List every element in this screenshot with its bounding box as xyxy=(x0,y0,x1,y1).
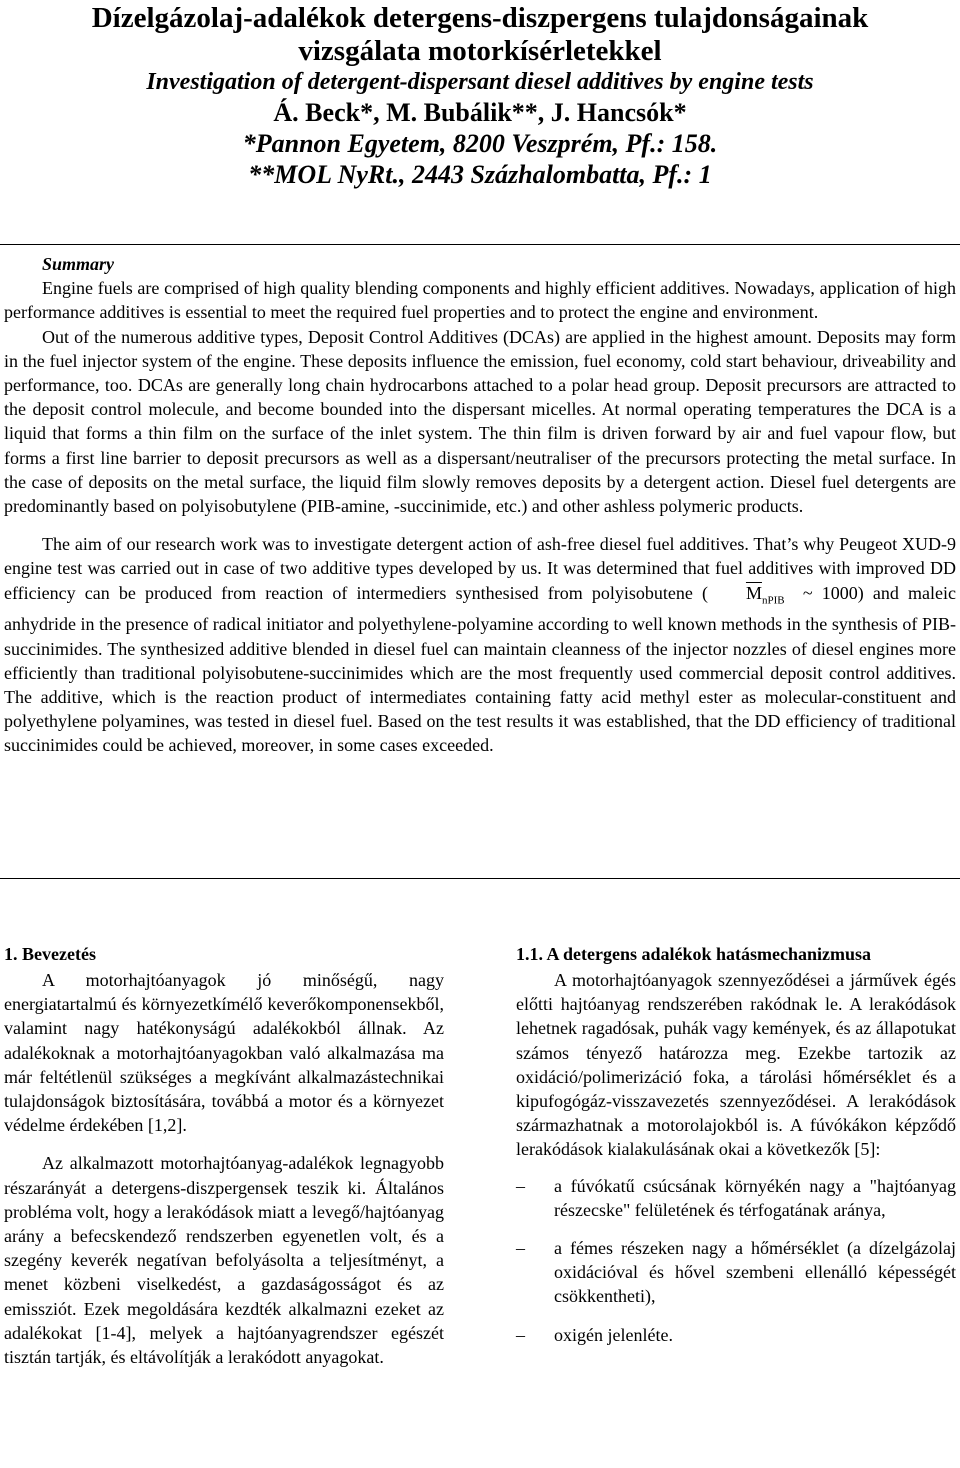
dash-bullet-icon: – xyxy=(516,1238,525,1259)
left-paragraph-1: A motorhajtóanyagok jó minőségű, nagy energiatartalmú és környezetkímélő keverőkomponensekből, valamint nagy hatékonyságú adalékokból állnak. Az adalékoknak a motorhajtóanyagokban való alkalmazása ma már feltétlenül szükséges a megkívánt alkalmazástechnikai tulajdonságok biztosítására, továbbá a motor és a környezet védelme érdekében [1,2]. xyxy=(4,970,444,1136)
summary-section xyxy=(4,252,956,758)
english-subtitle: Investigation of detergent-dispersant diesel additives by engine tests xyxy=(146,69,814,95)
summary-paragraph-3-end: 1000) and maleic anhydride in the presence of radical initiator and polyethylene-polyamine according to well known methods in the synthesis of PIB-succinimides. The synthesized additive blended in diesel fuel can maintain cleanness of the injector nozzles of diesel engines more efficiently than traditional polyisobutene-succinimides which are the most frequently used commercial deposit control additives. The additive, which is the reaction product of intermediates containing fatty acid methyl ester as molecular-constituent and polyethylene polyamines, was tested in diesel fuel. Based on the test results it was established, that the DD efficiency of traditional succinimides could be achieved, moreover, in some cases exceeded. xyxy=(4,582,956,756)
dash-bullet-icon: – xyxy=(516,1324,525,1345)
causes-list xyxy=(516,1174,956,1347)
summary-paragraph-2: Out of the numerous additive types, Deposit Control Additives (DCAs) are applied in the highest amount. Deposits may form in the fuel injector system of the engine. These deposits influence the emission, fuel economy, cold start behaviour, driveability and performance, too. DCAs are generally long chain hydrocarbons attached to a polar head group. Deposit precursors are attracted to the deposit control molecule, and become bounded into the dispersant micelles. At normal operating temperatures the DCA is a liquid that forms a thin film on the surface of the inlet system. The thin film is driven forward by air and fuel vapour flow, but forms a first line barrier to deposit precursors as well as a dispersant/neutraliser of the precursors protecting the metal surface. In the case of deposits on the metal surface, the liquid film slowly removes deposits by a detergent action. Diesel fuel detergents are predominantly based on polyisobutylene (PIB-amine, -succinimide, etc.) and other ashless polymeric products. xyxy=(4,326,956,517)
left-column xyxy=(4,942,444,1369)
section-heading-bevezetes: 1. Bevezetés xyxy=(4,944,96,964)
list-item: – a fúvókatű csúcsának környékén nagy a "hajtóanyag részecske" felületének és térfogatának aránya, xyxy=(516,1175,956,1220)
summary-paragraph-3 xyxy=(4,532,956,757)
section-heading-mechanism: 1.1. A detergens adalékok hatásmechanizmusa xyxy=(516,944,872,964)
summary-paragraph-1: Engine fuels are comprised of high quality blending components and highly efficient additives. Nowadays, application of high performance additives is essential to meet the required fuel properties and to protect the engine and environment. xyxy=(4,278,956,323)
affiliation-2: **MOL NyRt., 2443 Százhalombatta, Pf.: 1 xyxy=(248,160,712,189)
molecular-weight-symbol: $\overline{M}_{nPIB}$ xyxy=(745,582,785,607)
list-item: – a fémes részeken nagy a hőmérséklet (a dízelgázolaj oxidációval és hővel szembeni ellenálló képességét csökkentheti), xyxy=(516,1238,956,1307)
authors: Á. Beck*, M. Bubálik**, J. Hancsók* xyxy=(273,98,687,127)
title-line-1: Dízelgázolaj-adalékok detergens-diszpergens tulajdonságainak xyxy=(91,2,869,34)
left-paragraph-2: Az alkalmazott motorhajtóanyag-adalékok legnagyobb részarányát a detergens-diszpergensek teszik ki. Általános probléma volt, hogy a lerakódások miatt a levegő/hajtóanyag arány a befecskendező rendszerben egyenetlen volt, és a szegény keverék negatívan befolyásolta a teljesítményt, a menet közbeni viselkedést, a gazdaságosságot és az emissziót. Ezek megoldására kezdték alkalmazni ezeket az adalékokat [1-4], melyek a hajtóanyagrendszer egészét tisztán tartják, és eltávolítják a lerakódott anyagokat. xyxy=(4,1153,444,1368)
right-column xyxy=(516,942,956,1361)
summary-heading: Summary xyxy=(42,254,115,274)
approx-symbol: ~ xyxy=(802,582,813,603)
list-item: – oxigén jelenléte. xyxy=(516,1323,956,1347)
summary-top-divider xyxy=(0,244,960,245)
summary-paragraph-3-start: The aim of our research work was to investigate detergent action of ash-free diesel fuel additives. That’s why Peugeot XUD-9 engine test was carried out in case of two additive types developed by us. It was determined that fuel additives with improved DD efficiency can be produced from reaction of intermediers synthesised from polyisobutene ( xyxy=(4,534,956,603)
title-line-2: vizsgálata motorkísérletekkel xyxy=(298,35,662,67)
affiliation-1: *Pannon Egyetem, 8200 Veszprém, Pf.: 158. xyxy=(242,129,718,158)
summary-bottom-divider xyxy=(0,878,960,879)
dash-bullet-icon: – xyxy=(516,1175,525,1196)
title-block xyxy=(0,0,960,190)
right-paragraph-1: A motorhajtóanyagok szennyeződései a járművek égés előtti hajtóanyag rendszerében rakódnak le. A lerakódások lehetnek ragadósak, puhák vagy kemények, és az állapotukat számos tényező határozza meg. Ezekbe tartozik az oxidáció/polimerizáció foka, a tárolási hőmérséklet és a kipufogógáz-visszavezetés szennyeződései. A lerakódások származhatnak a motorolajokból is. A fúvókákon képződő lerakódások kialakulásának okai a következők [5]: xyxy=(516,970,956,1160)
